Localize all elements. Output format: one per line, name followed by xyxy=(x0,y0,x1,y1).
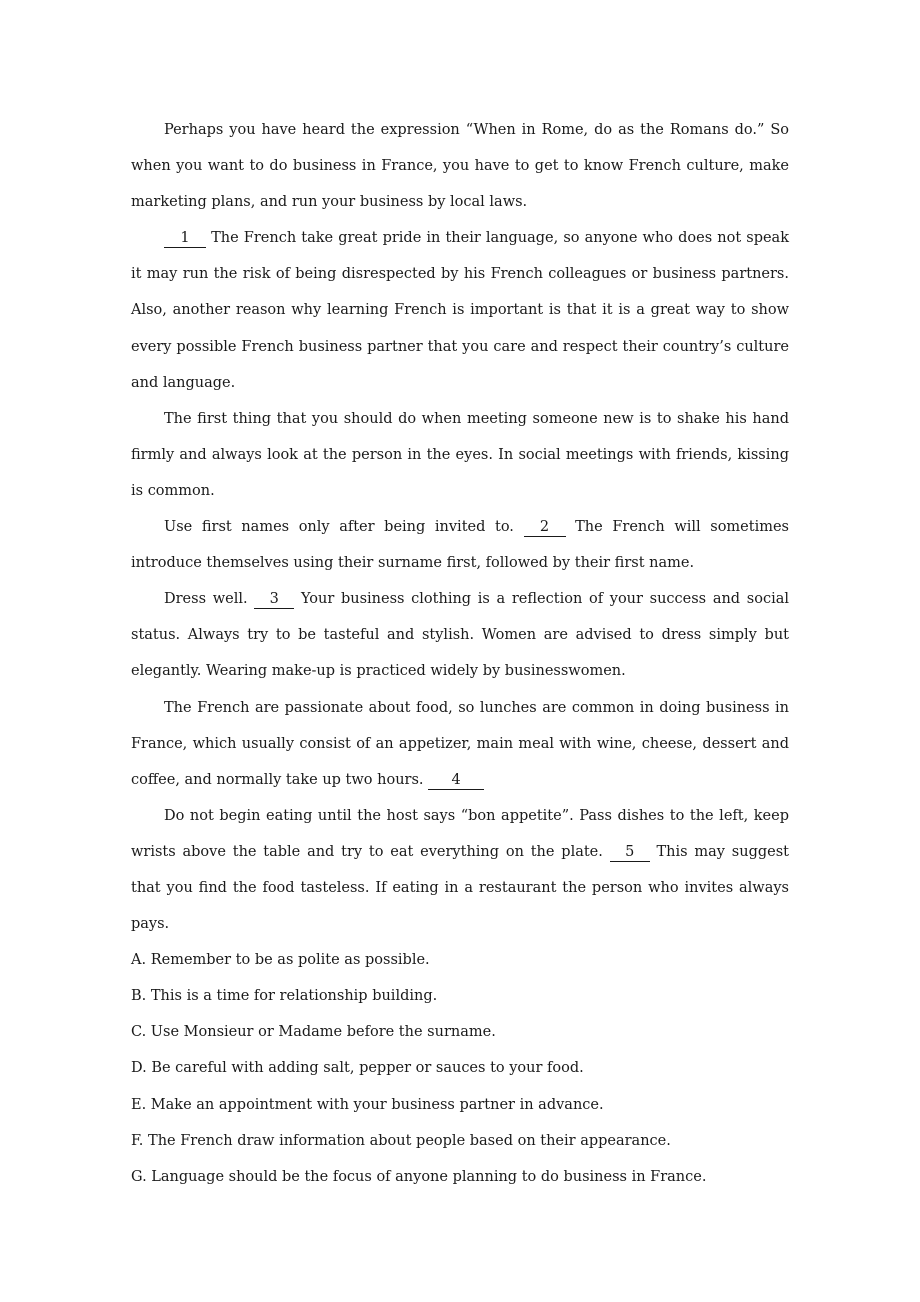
paragraph-greeting: The first thing that you should do when meeting someone new is to shake his hand firmly and always look at the person in the eyes. In social meetings with friends, kissing is common. xyxy=(131,410,789,499)
option-g: G. Language should be the focus of anyone planning to do business in France. xyxy=(131,1168,707,1185)
option-a: A. Remember to be as polite as possible. xyxy=(131,952,430,969)
paragraph-dress-text-before: Dress well. xyxy=(164,591,255,608)
paragraph-food-text: The French are passionate about food, so lunches are common in doing business in France, which usually consist of an appetizer, main meal with wine, cheese, dessert and coffee, and normally take up two hours. xyxy=(131,699,789,788)
blank-3: 3 xyxy=(254,590,294,609)
option-e: E. Make an appointment with your business partner in advance. xyxy=(131,1096,604,1113)
paragraph-intro: Perhaps you have heard the expression “When in Rome, do as the Romans do.” So when you want to do business in France, you have to get to know French culture, make marketing plans, and run your business by local laws. xyxy=(131,122,789,211)
document-page xyxy=(131,112,789,1195)
blank-5: 5 xyxy=(610,843,650,862)
paragraph-food xyxy=(131,690,789,798)
paragraph-dining-text-before: Do not begin eating until the host says “bon appetite”. Pass dishes to the left, keep wrists above the table and try to eat everything on the plate. xyxy=(131,807,789,860)
option-d: D. Be careful with adding salt, pepper or sauces to your food. xyxy=(131,1060,584,1077)
paragraph-dress-text-after: Your business clothing is a reflection of your success and social status. Always try to be tasteful and stylish. Women are advised to dress simply but elegantly. Wearing make-up is practiced widely by businesswomen. xyxy=(131,591,789,680)
option-f: F. The French draw information about people based on their appearance. xyxy=(131,1132,671,1149)
blank-4: 4 xyxy=(428,771,484,790)
blank-2: 2 xyxy=(524,518,566,537)
paragraph-dining-text-after: This may suggest that you find the food tasteless. If eating in a restaurant the person who invites always pays. xyxy=(131,843,789,933)
paragraph-names xyxy=(131,509,789,581)
answer-options-list xyxy=(131,942,789,1195)
paragraph-names-text-before: Use first names only after being invited to. xyxy=(164,519,524,536)
paragraph-dining xyxy=(131,798,789,942)
blank-1: 1 xyxy=(164,229,206,248)
option-b: B. This is a time for relationship building. xyxy=(131,988,438,1005)
paragraph-names-text-after: The French will sometimes introduce themselves using their surname first, followed by their first name. xyxy=(131,519,789,572)
paragraph-dress xyxy=(131,581,789,689)
paragraph-language-text: The French take great pride in their language, so anyone who does not speak it may run the risk of being disrespected by his French colleagues or business partners. Also, another reason why learning French is important is that it is a great way to show every possible French business partner that you care and respect their country’s culture and language. xyxy=(131,230,789,391)
option-c: C. Use Monsieur or Madame before the surname. xyxy=(131,1024,496,1041)
paragraph-language xyxy=(131,220,789,400)
